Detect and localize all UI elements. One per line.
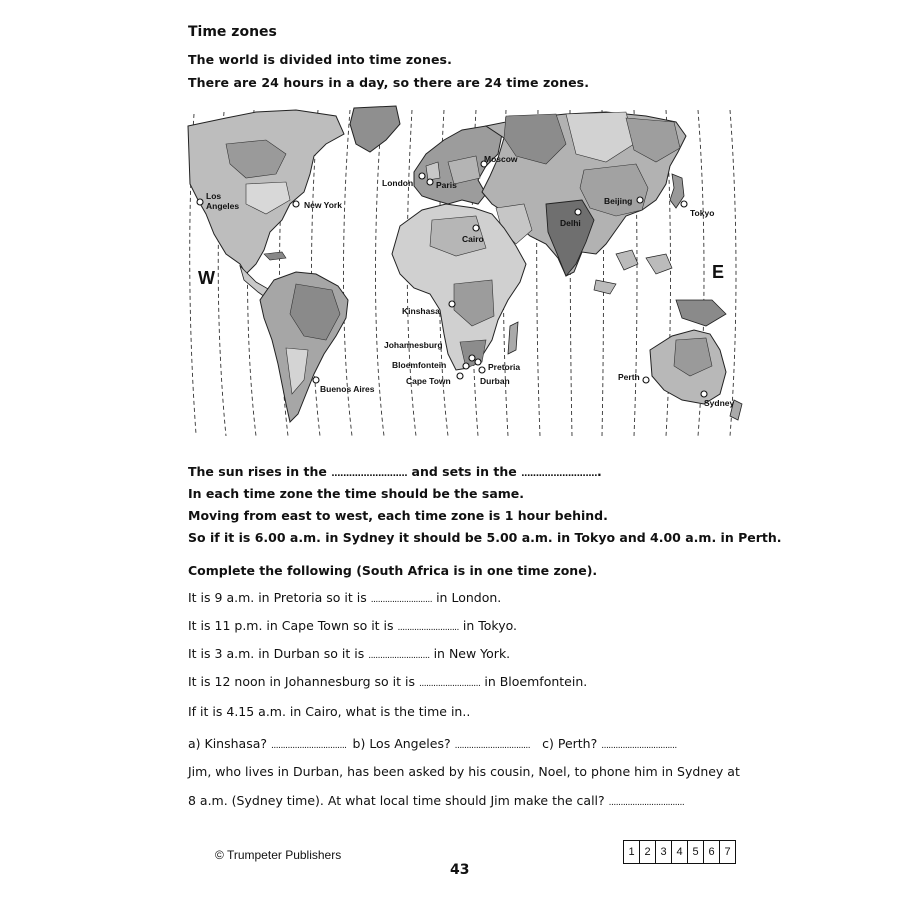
question-text: in London. xyxy=(436,590,502,605)
publisher-credit: © Trumpeter Publishers xyxy=(215,848,342,862)
question-text: It is 12 noon in Johannesburg so it is xyxy=(188,674,415,689)
city-label: New York xyxy=(304,200,342,210)
city-label: Kinshasa xyxy=(402,306,440,316)
sun-text-end: . xyxy=(597,464,602,479)
answer-blank[interactable]: .......................... xyxy=(331,469,408,479)
question-text: a) Kinshasa? xyxy=(188,736,268,751)
info-line-1: In each time zone the time should be the same. xyxy=(188,486,525,501)
question-row xyxy=(188,646,510,661)
city-label: Buenos Aires xyxy=(320,384,375,394)
info-line-3: So if it is 6.00 a.m. in Sydney it should be 5.00 a.m. in Tokyo and 4.00 a.m. in Perth. xyxy=(188,530,782,545)
answer-blank[interactable]: ................................ xyxy=(454,741,531,751)
question-row xyxy=(188,618,517,633)
city-label: Durban xyxy=(480,376,510,386)
jim-question-line-2 xyxy=(188,793,684,808)
city-label: Beijing xyxy=(604,196,633,206)
sun-text-2: and sets in the xyxy=(411,464,517,479)
answer-blank[interactable]: ................................ xyxy=(271,741,347,751)
answer-blank[interactable]: .......................... xyxy=(370,595,433,605)
west-label: W xyxy=(198,268,215,288)
assessment-box[interactable]: 4 xyxy=(672,841,688,863)
city-label: Los xyxy=(206,191,222,201)
assessment-box[interactable]: 6 xyxy=(704,841,720,863)
complete-heading: Complete the following (South Africa is in one time zone). xyxy=(188,563,598,578)
city-label: Perth xyxy=(618,372,640,382)
intro-line-2: There are 24 hours in a day, so there are 24 time zones. xyxy=(188,75,590,90)
abc-row xyxy=(188,736,677,751)
answer-blank[interactable]: .......................... xyxy=(418,679,481,689)
answer-blank[interactable]: .......................... xyxy=(397,623,459,633)
city-label: Paris xyxy=(436,180,457,190)
east-label: E xyxy=(712,262,725,282)
answer-blank[interactable]: ................................ xyxy=(608,798,685,808)
answer-blank[interactable]: ................................ xyxy=(601,741,677,751)
question-text: It is 3 a.m. in Durban so it is xyxy=(188,646,365,661)
page-title: Time zones xyxy=(188,24,277,40)
assessment-box[interactable]: 3 xyxy=(656,841,672,863)
city-label: Angeles xyxy=(206,201,240,211)
question-row xyxy=(188,674,587,689)
question-text: 8 a.m. (Sydney time). At what local time should Jim make the call? xyxy=(188,793,605,808)
greenland-shape xyxy=(350,106,400,152)
info-line-2: Moving from east to west, each time zone is 1 hour behind. xyxy=(188,508,608,523)
jim-question-line-1: Jim, who lives in Durban, has been asked by his cousin, Noel, to phone him in Sydney at xyxy=(188,764,740,779)
assessment-box[interactable]: 7 xyxy=(724,846,731,858)
question-text: b) Los Angeles? xyxy=(352,736,451,751)
world-time-zone-map xyxy=(186,104,746,438)
question-text: in Tokyo. xyxy=(462,618,518,633)
city-label: Johannesburg xyxy=(384,340,443,350)
assessment-box[interactable]: 5 xyxy=(688,841,704,863)
cairo-question: If it is 4.15 a.m. in Cairo, what is the time in.. xyxy=(188,704,471,719)
city-label: Bloemfontein xyxy=(392,360,447,370)
page-number: 43 xyxy=(450,862,470,878)
city-label: Tokyo xyxy=(690,208,715,218)
question-text: c) Perth? xyxy=(542,736,598,751)
city-label: Sydney xyxy=(704,398,735,408)
question-text: in Bloemfontein. xyxy=(484,674,588,689)
city-label: Pretoria xyxy=(488,362,521,372)
sun-sentence xyxy=(188,464,602,479)
city-label: Cairo xyxy=(462,234,484,244)
question-text: It is 11 p.m. in Cape Town so it is xyxy=(188,618,394,633)
city-label: Delhi xyxy=(560,218,581,228)
assessment-box[interactable]: 2 xyxy=(640,841,656,863)
answer-blank[interactable]: .......................... xyxy=(521,469,598,479)
city-label: Cape Town xyxy=(406,376,451,386)
intro-line-1: The world is divided into time zones. xyxy=(188,52,452,67)
question-text: It is 9 a.m. in Pretoria so it is xyxy=(188,590,367,605)
assessment-boxes xyxy=(623,840,736,864)
assessment-box[interactable]: 1 xyxy=(624,841,640,863)
sun-text-1: The sun rises in the xyxy=(188,464,327,479)
question-text: in New York. xyxy=(433,646,511,661)
india-shape xyxy=(546,200,594,276)
answer-blank[interactable]: .......................... xyxy=(368,651,430,661)
city-label: London xyxy=(382,178,414,188)
city-label: Moscow xyxy=(484,154,518,164)
question-row xyxy=(188,590,501,605)
